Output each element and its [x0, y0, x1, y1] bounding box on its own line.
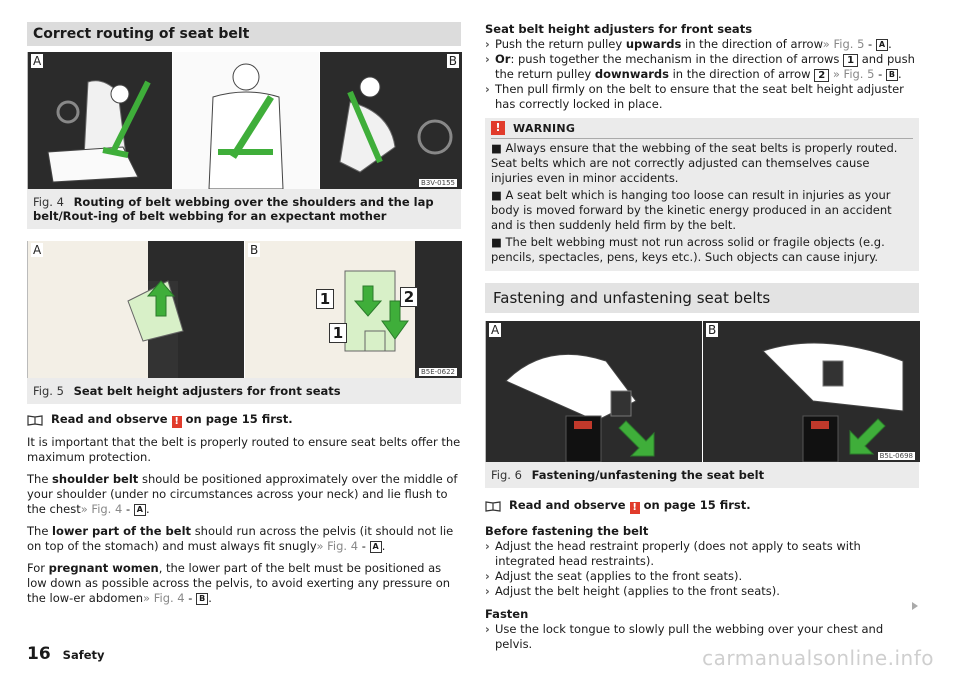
warning-item: ■ The belt webbing must not run across solid or fragile objects (e.g. pencils, spectacles, pens, keys etc.). Such objects can cause injury.	[491, 235, 885, 264]
fig5-marker-1b: 1	[329, 323, 347, 343]
warning-box	[485, 118, 919, 271]
read-observe-text: Read and observe	[509, 498, 626, 512]
continue-arrow-icon	[912, 602, 918, 610]
before-step: › Adjust the seat (applies to the front seats).	[485, 569, 743, 583]
fig4-caption	[27, 189, 461, 229]
read-page-text: on page 15 first.	[643, 498, 751, 512]
fig6-code: B5L-0698	[879, 452, 913, 460]
fastening-illustration	[486, 321, 702, 462]
fig4-number: Fig. 4	[33, 195, 64, 209]
fig4-link[interactable]: » Fig. 4	[80, 502, 123, 516]
book-icon	[27, 414, 43, 426]
figure-5	[27, 241, 461, 378]
read-observe-text: Read and observe	[51, 412, 168, 426]
figure-4	[27, 52, 461, 189]
section-title-fastening: Fastening and unfastening seat belts	[485, 283, 919, 313]
read-observe-right	[485, 498, 919, 514]
fig6-title: Fastening/unfastening the seat belt	[531, 468, 765, 482]
paragraph-pregnant: For pregnant women, the lower part of the belt must be positioned as low down as possible across the pelvis, to avoid exerting any pressure on the low-er abdomen» Fig. 4 - B .	[27, 561, 451, 605]
fig6-panel-a	[486, 321, 702, 462]
fig6-label-a: A	[491, 323, 500, 337]
paragraph-shoulder-belt: The shoulder belt should be positioned approximately over the middle of your shoulder (under no circumstances across your neck) and lie flush to the chest» Fig. 4 - A .	[27, 472, 458, 516]
fig6-panel-b	[703, 321, 920, 462]
before-step: › Adjust the belt height (applies to the front seats).	[485, 584, 780, 598]
section-name: Safety	[62, 648, 105, 662]
fasten-step: › Use the lock tongue to slowly pull the webbing over your chest and pelvis.	[485, 622, 884, 651]
fig5-panel-b	[245, 241, 462, 378]
fig5-marker-2: 2	[400, 287, 418, 307]
fig5-number: Fig. 5	[33, 384, 64, 398]
adjuster-heading: Seat belt height adjusters for front seats	[485, 22, 753, 36]
page-number: 16	[27, 644, 51, 664]
book-icon	[485, 500, 501, 512]
adjuster-up-illustration	[28, 241, 244, 378]
adjuster-down-illustration	[245, 241, 462, 378]
adjuster-step-3: › Then pull firmly on the belt to ensure that the seat belt height adjuster has correctly locked in place.	[485, 82, 904, 111]
section-title-correct-routing: Correct routing of seat belt	[27, 22, 461, 46]
left-column	[27, 22, 461, 606]
read-observe-left	[27, 412, 461, 428]
fig4-panel-pregnant	[320, 52, 462, 189]
watermark: carmanualsonline.info	[702, 646, 934, 670]
fig6-label-b: B	[708, 323, 717, 337]
paragraph-importance: It is important that the belt is properly routed to ensure seat belts offer the maximum protection.	[27, 435, 461, 464]
warning-icon: !	[491, 121, 505, 135]
pregnant-driver-illustration	[320, 52, 462, 189]
fig4-link[interactable]: » Fig. 4	[143, 591, 185, 605]
fig5-marker-1: 1	[316, 289, 334, 309]
paragraph-lower-belt: The lower part of the belt should run across the pelvis (it should not lie on top of the stomach) and must always fit snugly» Fig. 4 - A .	[27, 524, 454, 553]
before-fastening-heading: Before fastening the belt	[485, 524, 649, 538]
fig4-panel-side	[28, 52, 172, 189]
fig4-panel-front	[173, 52, 319, 189]
fig4-label-b: B	[448, 54, 457, 68]
fig5-label-a: A	[33, 243, 42, 257]
adjuster-step-2: › Or: push together the mechanism in the direction of arrows 1 and push the return pulley downwards in the direction of arrow 2 » Fig. 5 - B .	[485, 52, 915, 81]
fasten-heading: Fasten	[485, 607, 529, 621]
fig5-link[interactable]: » Fig. 5	[832, 67, 875, 81]
warning-title: WARNING	[513, 121, 576, 135]
driver-side-illustration	[28, 52, 172, 189]
fig5-label-b: B	[250, 243, 259, 257]
warning-item: ■ Always ensure that the webbing of the seat belts is properly routed. Seat belts which are not correctly adjusted can themselves cause injuries even in minor accidents.	[491, 141, 898, 185]
warning-item: ■ A seat belt which is hanging too loose can result in injuries as your body is moved forward by the kinetic energy produced in an accident and is then suddenly held firm by the belt.	[491, 188, 892, 232]
driver-front-illustration	[173, 52, 319, 189]
before-step: › Adjust the head restraint properly (does not apply to seats with integrated head restraints).	[485, 539, 861, 568]
fig4-title: Routing of belt webbing over the shoulders and the lap belt/Rout-ing of belt webbing for an expectant mother	[33, 195, 434, 223]
fig4-link[interactable]: » Fig. 4	[316, 539, 359, 553]
fig6-number: Fig. 6	[491, 468, 522, 482]
warning-excl-icon: !	[172, 416, 182, 428]
fig6-caption	[485, 462, 919, 488]
fig4-label-a: A	[33, 54, 42, 68]
read-page-text: on page 15 first.	[185, 412, 293, 426]
fig5-panel-a	[28, 241, 244, 378]
fig4-code: B3V-0155	[421, 179, 455, 187]
fig5-caption	[27, 378, 461, 404]
adjuster-step-1: › Push the return pulley upwards in the direction of arrow» Fig. 5 - A .	[485, 37, 892, 51]
fig5-link[interactable]: » Fig. 5	[822, 37, 865, 51]
unfastening-illustration	[703, 321, 920, 462]
page-footer	[27, 644, 105, 664]
fig5-code: B5E-0622	[420, 368, 455, 376]
right-column	[485, 22, 919, 652]
figure-6	[485, 321, 919, 462]
fig5-title: Seat belt height adjusters for front seats	[73, 384, 341, 398]
warning-excl-icon: !	[630, 502, 640, 514]
